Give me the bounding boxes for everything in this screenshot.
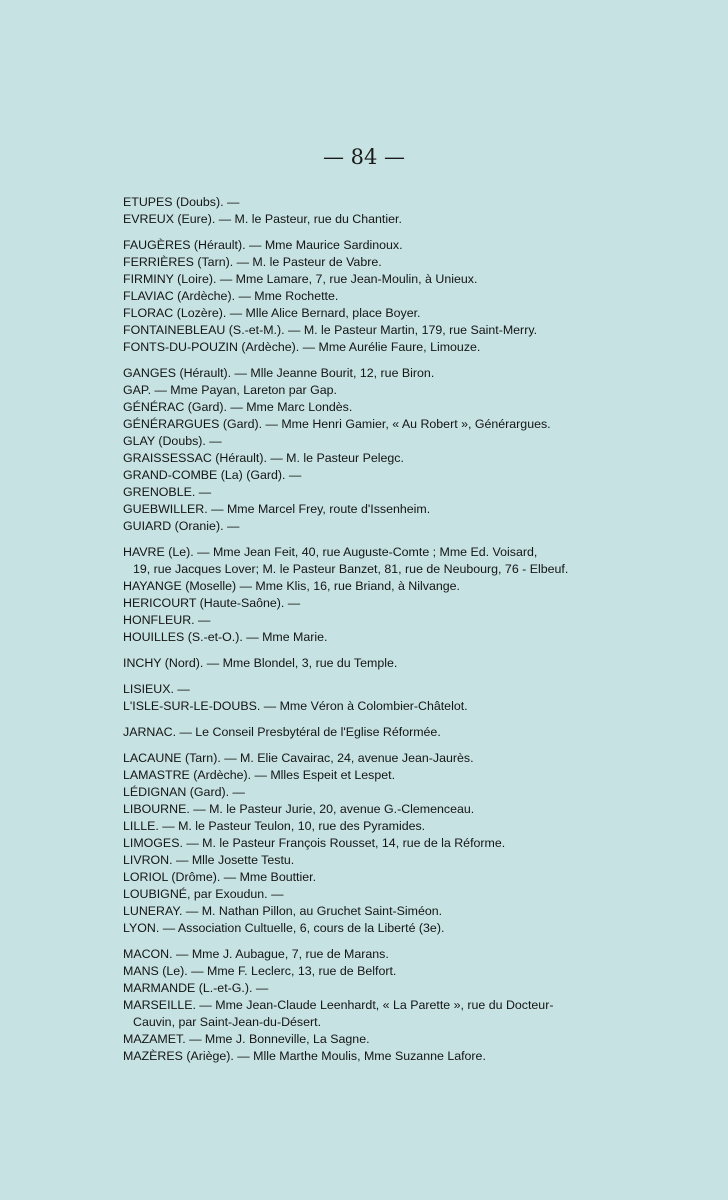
list-item: HERICOURT (Haute-Saône). — [123,596,301,610]
list-item: FONTAINEBLEAU (S.-et-M.). — M. le Pasteur Martin, 179, rue Saint-Merry. [123,323,538,337]
list-item: GUIARD (Oranie). — [123,519,240,533]
list-item: FAUGÈRES (Hérault). — Mme Maurice Sardinoux. [123,238,403,252]
list-item: GANGES (Hérault). — Mlle Jeanne Bourit, 12, rue Biron. [123,366,435,380]
list-item: HOUILLES (S.-et-O.). — Mme Marie. [123,630,328,644]
page-number: — 84 — [322,145,406,169]
list-item: LUNERAY. — M. Nathan Pillon, au Gruchet Saint-Siméon. [123,904,443,918]
list-item: LILLE. — M. le Pasteur Teulon, 10, rue des Pyramides. [123,819,426,833]
list-item: LIMOGES. — M. le Pasteur François Rousset, 14, rue de la Réforme. [123,836,506,850]
list-item: GRAND-COMBE (La) (Gard). — [123,468,302,482]
list-item: GÉNÉRAC (Gard). — Mme Marc Londès. [123,400,353,414]
list-item: FONTS-DU-POUZIN (Ardèche). — Mme Aurélie Faure, Limouze. [123,340,481,354]
list-item: EVREUX (Eure). — M. le Pasteur, rue du Chantier. [123,212,402,226]
list-item: LISIEUX. — [123,682,190,696]
list-item: L'ISLE-SUR-LE-DOUBS. — Mme Véron à Colombier-Châtelot. [123,699,468,713]
list-item: MACON. — Mme J. Aubague, 7, rue de Marans. [123,947,389,961]
list-item: FIRMINY (Loire). — Mme Lamare, 7, rue Jean-Moulin, à Unieux. [123,272,478,286]
list-item: FLORAC (Lozère). — Mlle Alice Bernard, place Boyer. [123,306,421,320]
list-item: MARSEILLE. — Mme Jean-Claude Leenhardt, « La Parette », rue du Docteur- [123,998,554,1012]
list-item: MAZAMET. — Mme J. Bonneville, La Sagne. [123,1032,370,1046]
list-item: HAYANGE (Moselle) — Mme Klis, 16, rue Briand, à Nilvange. [123,579,460,593]
list-item: LIVRON. — Mlle Josette Testu. [123,853,295,867]
list-item: GAP. — Mme Payan, Lareton par Gap. [123,383,337,397]
list-item: INCHY (Nord). — Mme Blondel, 3, rue du Temple. [123,656,398,670]
list-item: GRAISSESSAC (Hérault). — M. le Pasteur Pelegc. [123,451,404,465]
list-item: LORIOL (Drôme). — Mme Bouttier. [123,870,317,884]
list-item: LAMASTRE (Ardèche). — Mlles Espeit et Lespet. [123,768,396,782]
list-item: LÉDIGNAN (Gard). — [123,785,245,799]
list-item: GRENOBLE. — [123,485,212,499]
list-item-continuation: Cauvin, par Saint-Jean-du-Désert. [133,1015,322,1029]
list-item: MAZÈRES (Ariège). — Mlle Marthe Moulis, Mme Suzanne Lafore. [123,1049,486,1063]
list-item: FLAVIAC (Ardèche). — Mme Rochette. [123,289,339,303]
list-item: GUEBWILLER. — Mme Marcel Frey, route d'Issenheim. [123,502,431,516]
list-item: HAVRE (Le). — Mme Jean Feit, 40, rue Auguste-Comte ; Mme Ed. Voisard, [123,545,538,559]
list-item: LIBOURNE. — M. le Pasteur Jurie, 20, avenue G.-Clemenceau. [123,802,475,816]
list-item: GLAY (Doubs). — [123,434,222,448]
list-item: FERRIÈRES (Tarn). — M. le Pasteur de Vabre. [123,255,382,269]
list-item: ETUPES (Doubs). — [123,195,240,209]
list-item: HONFLEUR. — [123,613,211,627]
address-list [123,194,643,1065]
list-item: LYON. — Association Cultuelle, 6, cours de la Liberté (3e). [123,921,445,935]
list-item: MARMANDE (L.-et-G.). — [123,981,269,995]
list-item: MANS (Le). — Mme F. Leclerc, 13, rue de Belfort. [123,964,397,978]
list-item: LACAUNE (Tarn). — M. Elie Cavairac, 24, avenue Jean-Jaurès. [123,751,474,765]
list-item: LOUBIGNÉ, par Exoudun. — [123,887,284,901]
list-item: GÉNÉRARGUES (Gard). — Mme Henri Gamier, « Au Robert », Générargues. [123,417,551,431]
list-item-continuation: 19, rue Jacques Lover; M. le Pasteur Banzet, 81, rue de Neubourg, 76 - Elbeuf. [133,562,569,576]
list-item: JARNAC. — Le Conseil Presbytéral de l'Eglise Réformée. [123,725,441,739]
